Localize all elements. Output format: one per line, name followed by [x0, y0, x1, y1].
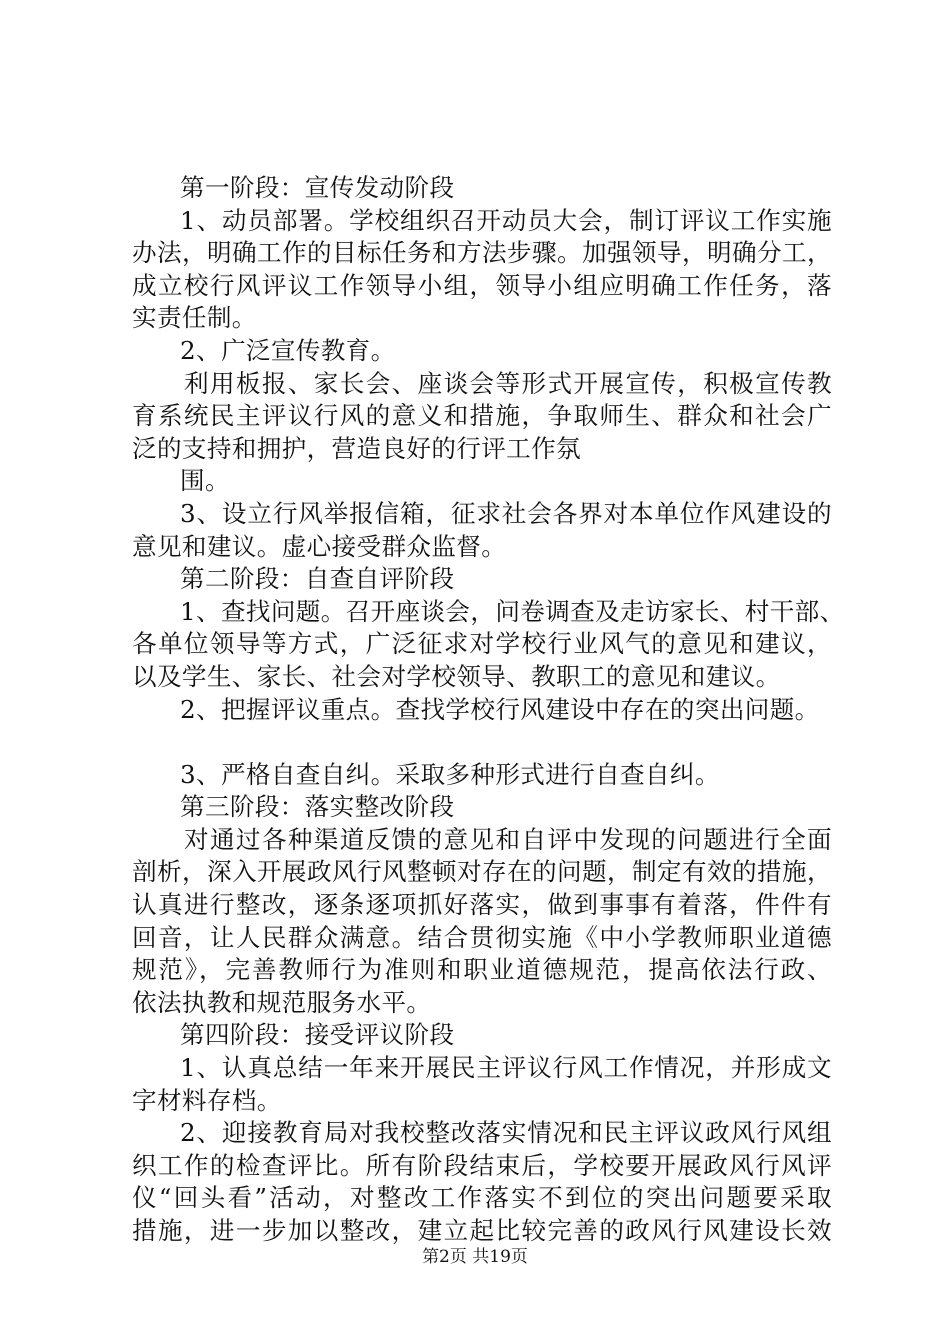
- paragraph-line: 3、设立行风举报信箱，征求社会各界对本单位作风建设的: [180, 498, 832, 528]
- paragraph-line: 3、严格自查自纠。采取多种形式进行自查自纠。: [180, 759, 720, 789]
- paragraph-line: 利用板报、家长会、座谈会等形式开展宣传，积极宣传教: [184, 368, 832, 398]
- paragraph-line: 泛的支持和拥护，营造良好的行评工作氛: [132, 433, 581, 463]
- paragraph-line: 剖析，深入开展政风行风整顿对存在的问题，制定有效的措施，: [132, 857, 832, 887]
- paragraph-line: 认真进行整改，逐条逐项抓好落实，做到事事有着落，件件有: [132, 890, 832, 920]
- paragraph-line: 意见和建议。虚心接受群众监督。: [132, 531, 507, 561]
- paragraph-line: 成立校行风评议工作领导小组，领导小组应明确工作任务，落: [132, 270, 832, 300]
- paragraph-line: 回音，让人民群众满意。结合贯彻实施《中小学教师职业道德: [132, 922, 832, 952]
- paragraph-line: 1、动员部署。学校组织召开动员大会，制订评议工作实施: [180, 205, 832, 235]
- paragraph-line: 织工作的检查评比。所有阶段结束后，学校要开展政风行风评: [132, 1150, 832, 1180]
- paragraph-line: 以及学生、家长、社会对学校领导、教职工的意见和建议。: [132, 661, 781, 691]
- paragraph-line: 育系统民主评议行风的意义和措施，争取师生、群众和社会广: [132, 401, 832, 431]
- document-body: [132, 172, 845, 1248]
- paragraph-line: 2、把握评议重点。查找学校行风建设中存在的突出问题。: [180, 694, 820, 724]
- heading-stage-2: 第二阶段：自查自评阶段: [180, 564, 455, 594]
- paragraph-line: 依法执教和规范服务水平。: [132, 987, 432, 1017]
- paragraph-line: 仪“回头看”活动，对整改工作落实不到位的突出问题要采取: [132, 1183, 832, 1213]
- paragraph-line: 2、广泛宣传教育。: [180, 335, 396, 365]
- heading-stage-1: 第一阶段：宣传发动阶段: [180, 173, 455, 202]
- paragraph-line: 1、查找问题。召开座谈会，问卷调查及走访家长、村干部、: [180, 596, 845, 626]
- paragraph-line: 2、迎接教育局对我校整改落实情况和民主评议政风行风组: [180, 1118, 832, 1148]
- paragraph-line: 措施，进一步加以整改，建立起比较完善的政风行风建设长效: [132, 1216, 832, 1245]
- paragraph-line: 字材料存档。: [132, 1085, 282, 1115]
- paragraph-line: 1、认真总结一年来开展民主评议行风工作情况，并形成文: [180, 1053, 832, 1083]
- paragraph-line: 规范》，完善教师行为准则和职业道德规范，提高依法行政、: [132, 955, 832, 985]
- blank-line: [132, 726, 832, 759]
- page-number-footer: 第2页 共19页: [422, 1247, 528, 1267]
- paragraph-line: 对通过各种渠道反馈的意见和自评中发现的问题进行全面: [184, 824, 832, 854]
- paragraph-line: 办法，明确工作的目标任务和方法步骤。加强领导，明确分工，: [132, 238, 832, 268]
- paragraph-line: 围。: [180, 466, 230, 496]
- heading-stage-3: 第三阶段：落实整改阶段: [180, 792, 455, 822]
- heading-stage-4: 第四阶段：接受评议阶段: [180, 1020, 455, 1050]
- paragraph-line: 各单位领导等方式，广泛征求对学校行业风气的意见和建议，: [132, 629, 832, 659]
- paragraph-line: 实责任制。: [132, 303, 257, 333]
